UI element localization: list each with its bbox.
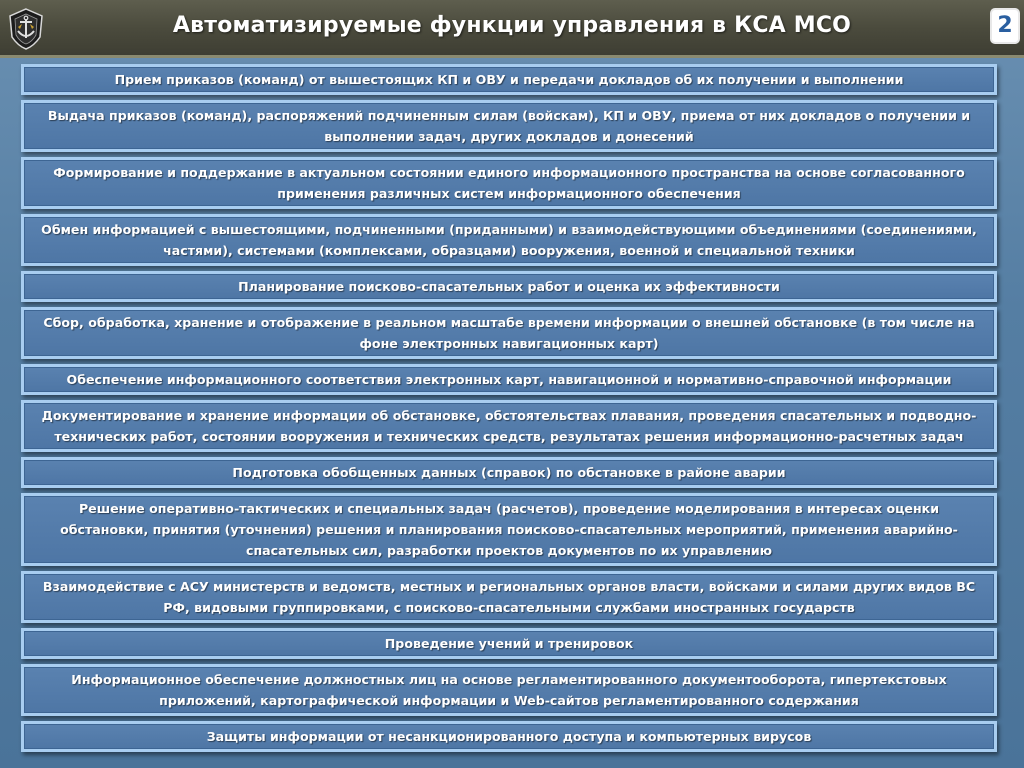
function-item: Сбор, обработка, хранение и отображение в реальном масштабе времени информации о внешней обстановке (в том числе на фоне электронных навигационных карт) [21, 307, 997, 359]
navy-emblem-icon [6, 7, 46, 51]
function-item: Подготовка обобщенных данных (справок) по обстановке в районе аварии [21, 457, 997, 488]
function-item: Обмен информацией с вышестоящими, подчиненными (приданными) и взаимодействующими объединениями (соединениями, частями), системами (комплексами, образцами) вооружения, военной и специальной техники [21, 214, 997, 266]
function-item: Проведение учений и тренировок [21, 628, 997, 659]
function-item: Формирование и поддержание в актуальном состоянии единого информационного пространства на основе согласованного применения различных систем информационного обеспечения [21, 157, 997, 209]
function-item: Планирование поисково-спасательных работ и оценка их эффективности [21, 271, 997, 302]
function-item: Выдача приказов (команд), распоряжений подчиненным силам (войскам), КП и ОВУ, приема от них докладов о получении и выполнении задач, других докладов и донесений [21, 100, 997, 152]
slide-number-badge: 2 [990, 8, 1020, 44]
header-bar [0, 0, 1024, 58]
function-item: Защиты информации от несанкционированного доступа и компьютерных вирусов [21, 721, 997, 752]
function-item: Прием приказов (команд) от вышестоящих КП и ОВУ и передачи докладов об их получении и выполнении [21, 64, 997, 95]
function-item: Документирование и хранение информации об обстановке, обстоятельствах плавания, проведения спасательных и подводно-технических работ, состоянии вооружения и технических средств, результатах решения информационно-расчетных задач [21, 400, 997, 452]
page-title: Автоматизируемые функции управления в КСА МСО [172, 13, 852, 38]
function-item: Обеспечение информационного соответствия электронных карт, навигационной и нормативно-справочной информации [21, 364, 997, 395]
function-item: Решение оперативно-тактических и специальных задач (расчетов), проведение моделирования в интересах оценки обстановки, принятия (уточнения) решения и планирования поисково-спасательных мероприятий, применения аварийно-спасательных сил, разработки проектов документов по их управлению [21, 493, 997, 566]
function-item: Взаимодействие с АСУ министерств и ведомств, местных и региональных органов власти, войсками и силами других видов ВС РФ, видовыми группировками, с поисково-спасательными службами иностранных государств [21, 571, 997, 623]
function-item: Информационное обеспечение должностных лиц на основе регламентированного документооборота, гипертекстовых приложений, картографической информации и Web-сайтов регламентированного содержания [21, 664, 997, 716]
